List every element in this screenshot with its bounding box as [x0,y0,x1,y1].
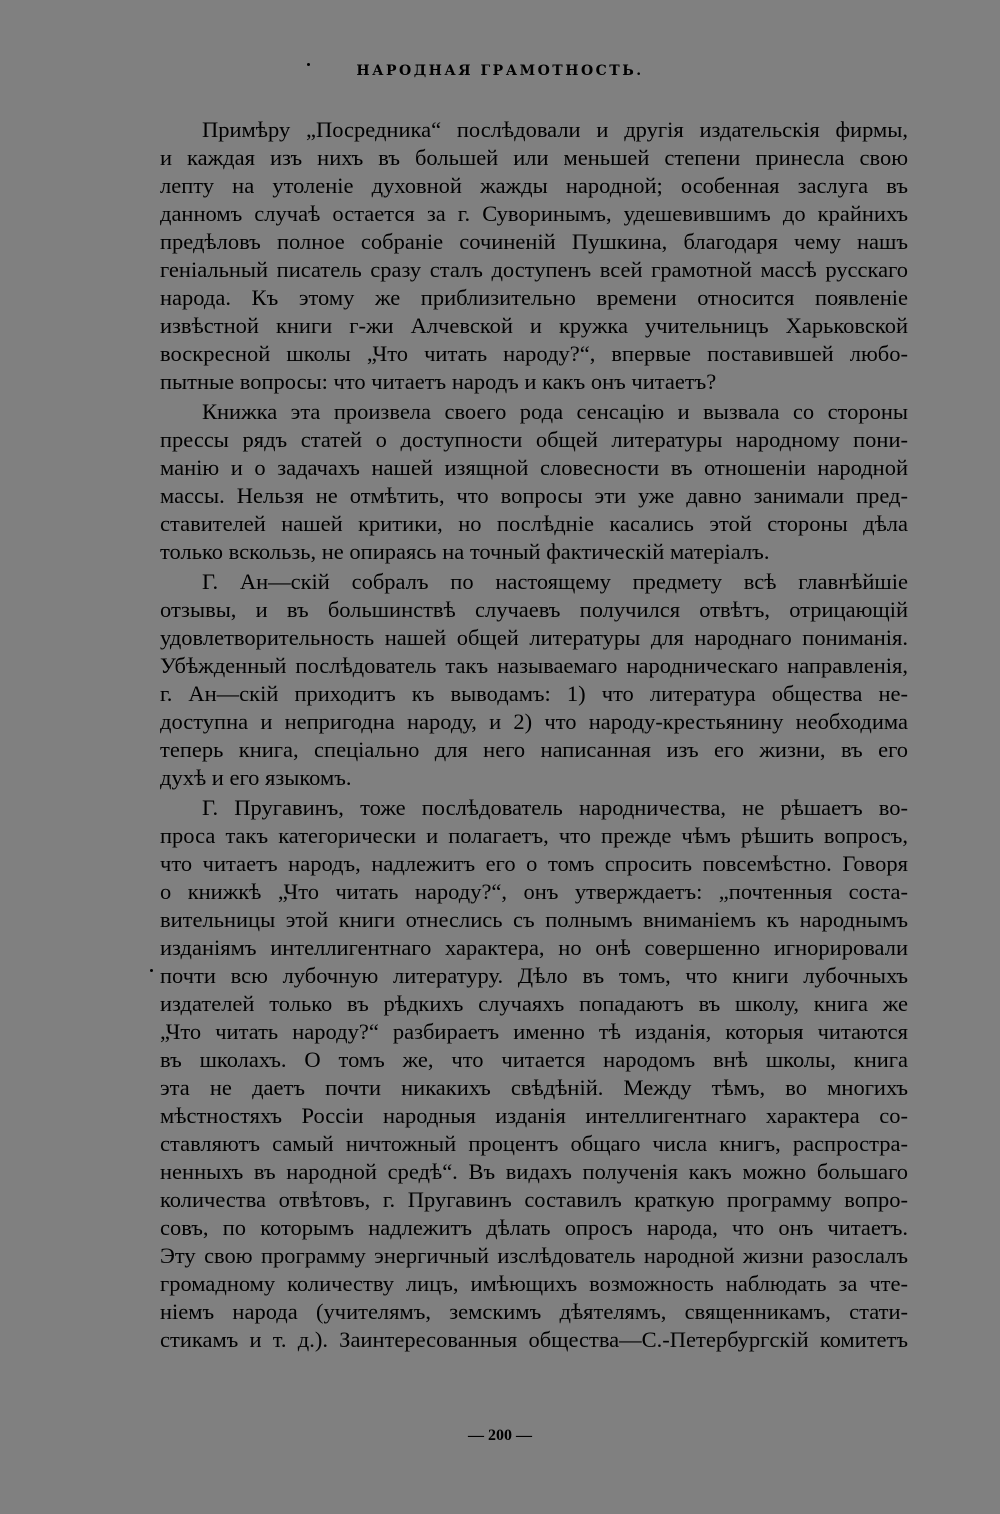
text-line: совъ, по которымъ надлежитъ дѣлать опросъ народа, что онъ читаетъ. [160,1215,908,1240]
text-line: изданіямъ интеллигентнаго характера, но онѣ совершенно игнорировали [160,935,908,960]
text-line: доступна и непригодна народу, и 2) что народу-крестьянину необходима [160,709,908,734]
text-line: Книжка эта произвела своего рода сенсацію и вызвала со стороны [202,399,908,424]
text-line: количества отвѣтовъ, г. Пругавинъ составилъ краткую программу вопро- [160,1187,908,1212]
text-line: массы. Нельзя не отмѣтить, что вопросы эти уже давно занимали пред- [160,483,908,508]
text-line: манію и о задачахъ нашей изящной словесности въ отношеніи народной [160,455,908,480]
text-line: ставителей нашей критики, но послѣдніе касались этой стороны дѣла [160,511,908,536]
text-line: Г. Пругавинъ, тоже послѣдователь народничества, не рѣшаетъ во- [202,795,908,820]
text-line: лепту на утоленіе духовной жажды народной; особенная заслуга въ [160,173,908,198]
text-line: духѣ и его языкомъ. [160,765,352,790]
text-line: данномъ случаѣ остается за г. Суворинымъ, удешевившимъ до крайнихъ [160,201,908,226]
text-line: Убѣжденный послѣдователь такъ называемаго народническаго направленія, [160,653,908,678]
text-line: только вскользь, не опираясь на точный фактическій матеріалъ. [160,539,770,564]
text-line: народа. Къ этому же приблизительно времени относится появленіе [160,285,908,310]
text-line: стикамъ и т. д.). Заинтересованныя общества—С.-Петербургскій комитетъ [160,1327,908,1352]
text-line: громадному количеству лицъ, имѣющихъ возможность наблюдать за чте- [160,1271,908,1296]
text-line: воскресной школы „Что читать народу?“, впервые поставившей любо- [160,341,908,366]
paragraph [160,794,908,1354]
text-line: ніемъ народа (учителямъ, земскимъ дѣятелямъ, священникамъ, стати- [160,1299,908,1324]
text-line: проса такъ категорически и полагаетъ, что прежде чѣмъ рѣшить вопросъ, [160,823,908,848]
text-line: г. Ан—скій приходитъ къ выводамъ: 1) что литература общества не- [160,681,908,706]
text-line: и каждая изъ нихъ въ большей или меньшей степени принесла свою [160,145,908,170]
text-line: о книжкѣ „Что читать народу?“, онъ утверждаетъ: „почтенныя соста- [160,879,908,904]
text-line: въ школахъ. О томъ же, что читается народомъ внѣ школы, книга [160,1047,908,1072]
running-head: НАРОДНАЯ ГРАМОТНОСТЬ. [356,63,644,79]
text-line: почти всю лубочную литературу. Дѣло въ томъ, что книги лубочныхъ [160,963,908,988]
text-line: прессы рядъ статей о доступности общей литературы народному пони- [160,427,908,452]
text-line: удовлетворительность нашей общей литературы для народнаго пониманія. [160,625,908,650]
paragraph [160,568,908,792]
text-line: мѣстностяхъ Россіи народныя изданія интеллигентнаго характера со- [160,1103,908,1128]
text-line: Примѣру „Посредника“ послѣдовали и другія издательскія фирмы, [202,117,908,142]
text-line: эта не даетъ почти никакихъ свѣдѣній. Между тѣмъ, во многихъ [160,1075,908,1100]
text-line: „Что читать народу?“ разбираетъ именно тѣ изданія, которыя читаются [160,1019,908,1044]
body-text [160,116,908,1356]
paragraph [160,116,908,396]
paragraph [160,398,908,566]
text-line: извѣстной книги г-жи Алчевской и кружка учительницъ Харьковской [160,313,908,338]
text-line: геніальный писатель сразу сталъ доступенъ всей грамотной массѣ русскаго [160,257,908,282]
text-line: пытные вопросы: что читаетъ народъ и какъ онъ читаетъ? [160,369,717,394]
text-line: что читаетъ народъ, надлежитъ его о томъ спросить повсемѣстно. Говоря [160,851,908,876]
text-line: ненныхъ въ народной средѣ“. Въ видахъ полученія какъ можно большаго [160,1159,908,1184]
text-line: предѣловъ полное собраніе сочиненій Пушкина, благодаря чему нашъ [160,229,908,254]
text-line: Г. Ан—скій собралъ по настоящему предмету всѣ главнѣйшіе [202,569,908,594]
text-line: издателей только въ рѣдкихъ случаяхъ попадаютъ въ школу, книга же [160,991,908,1016]
page-number: — 200 — [468,1427,532,1444]
text-line: вительницы этой книги отнеслись съ полнымъ вниманіемъ къ народнымъ [160,907,908,932]
ink-speck [150,969,153,972]
text-line: теперь книга, спеціально для него написанная изъ его жизни, въ его [160,737,908,762]
text-line: Эту свою программу энергичный изслѣдователь народной жизни разослалъ [160,1243,908,1268]
text-line: отзывы, и въ большинствѣ случаевъ получился отвѣтъ, отрицающій [160,597,908,622]
text-line: ставляютъ самый ничтожный процентъ общаго числа книгъ, распростра- [160,1131,908,1156]
